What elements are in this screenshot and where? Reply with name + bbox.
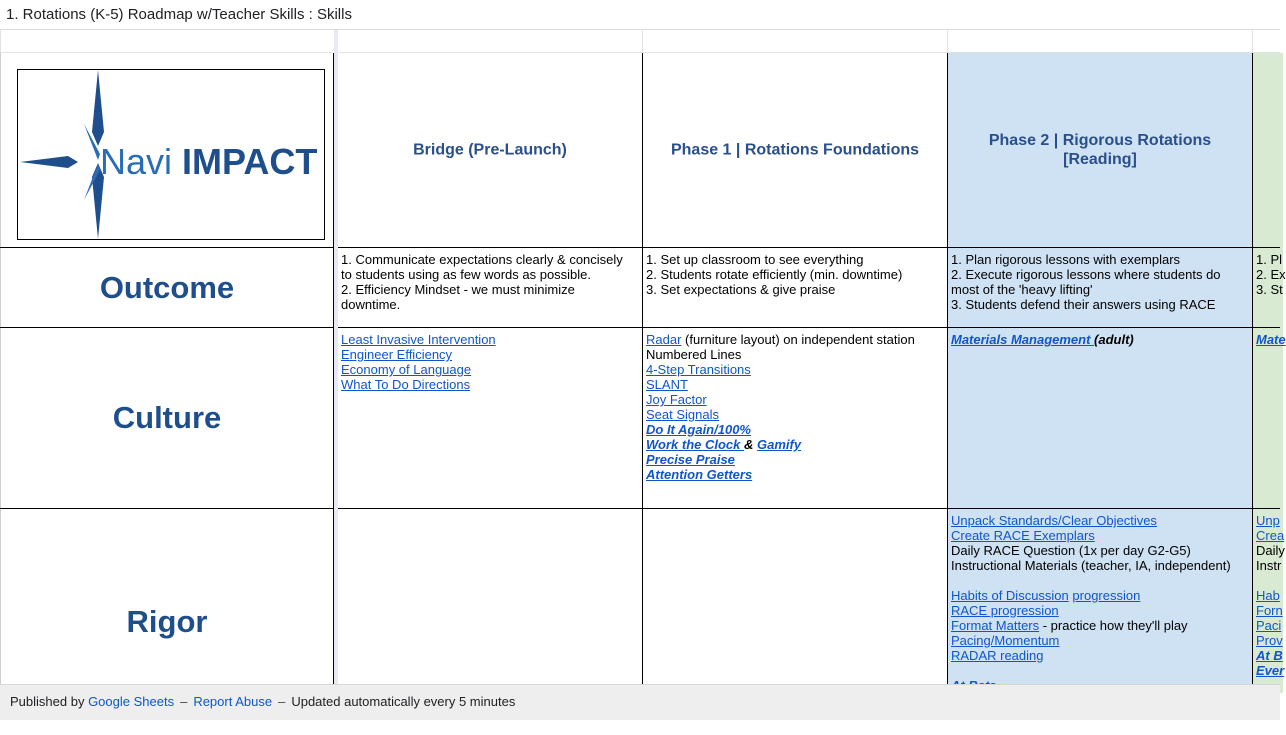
outcome-phase1: 1. Set up classroom to see everything 2. Students rotate efficiently (min. downtime) 3. Set expectations & give praise — [646, 252, 903, 297]
link-radar[interactable]: Radar — [646, 332, 682, 347]
link-engineer-efficiency[interactable]: Engineer Efficiency — [341, 347, 453, 362]
header-phase2-line2: [Reading] — [1063, 151, 1137, 168]
rigor-phase3: Unp Crea Daily Instr Hab Forn Paci Prov At B Ever — [1256, 513, 1285, 678]
link-precise-praise[interactable]: Precise Praise — [646, 452, 735, 467]
logo-word-navi: Navi — [100, 141, 173, 182]
link-seat-signals[interactable]: Seat Signals — [646, 407, 719, 422]
header-phase1: Phase 1 | Rotations Foundations — [670, 141, 920, 159]
culture-phase3 — [1253, 328, 1286, 508]
link-create-race-exemplars[interactable]: Create RACE Exemplars — [951, 528, 1095, 543]
row-label-outcome: Outcome — [99, 269, 235, 305]
culture-bridge — [338, 328, 642, 508]
link-slant[interactable]: SLANT — [646, 377, 688, 392]
header-phase2 — [948, 53, 1252, 247]
link-economy-of-language[interactable]: Economy of Language — [341, 362, 472, 377]
document-title: 1. Rotations (K-5) Roadmap w/Teacher Skills : Skills — [0, 0, 1280, 30]
logo-wordmark — [100, 142, 317, 182]
link-materials-management[interactable]: Materials Management — [951, 332, 1095, 347]
publish-footer: Published by Google Sheets – Report Abuse – Updated automatically every 5 minutes — [0, 684, 1280, 720]
outcome-phase2: 1. Plan rigorous lessons with exemplars 2. Execute rigorous lessons where students do most of the 'heavy lifting' 3. Students defend their answers using RACE — [951, 252, 1221, 312]
rigor-phase2: Unpack Standards/Clear Objectives Create RACE Exemplars Daily RACE Question (1x per day G2-G5) Instructional Materials (teacher, IA, independent) Habits of Discussion progression RACE progression Format Matters - practice how they'll play Pacing/Momentum RADAR reading — [948, 509, 1252, 684]
navi-impact-logo — [17, 69, 325, 240]
link-pacing-momentum[interactable]: Pacing/Momentum — [951, 633, 1060, 648]
outcome-phase3: 1. Pl 2. Ex 3. St — [1256, 252, 1286, 297]
google-sheets-link[interactable]: Google Sheets — [88, 694, 175, 709]
link-format-matters[interactable]: Format Matters — [951, 618, 1040, 633]
culture-phase2: Materials Management (adult) — [951, 332, 1134, 347]
link-attention-getters[interactable]: Attention Getters — [646, 467, 753, 482]
link-4-step-transitions[interactable]: 4-Step Transitions — [646, 362, 751, 377]
header-phase2-line1: Phase 2 | Rigorous Rotations — [988, 132, 1212, 149]
report-abuse-link[interactable]: Report Abuse — [193, 694, 273, 709]
link-materials-phase3[interactable]: Mate — [1256, 332, 1286, 347]
link-unpack-standards[interactable]: Unpack Standards/Clear Objectives — [951, 513, 1157, 528]
link-work-the-clock[interactable]: Work the Clock — [646, 437, 745, 452]
link-race-progression[interactable]: RACE progression — [951, 603, 1059, 618]
link-progression[interactable]: progression — [1072, 588, 1141, 603]
update-notice: Updated automatically every 5 minutes — [291, 694, 516, 709]
outcome-bridge: 1. Communicate expectations clearly & concisely to students using as few words as possible. 2. Efficiency Mindset - we must minimize downtime. — [341, 252, 623, 312]
link-joy-factor[interactable]: Joy Factor — [646, 392, 707, 407]
logo-word-impact: IMPACT — [182, 141, 318, 182]
link-what-to-do-directions[interactable]: What To Do Directions — [341, 377, 471, 392]
numbered-lines-text: Numbered Lines — [646, 347, 742, 362]
link-radar-reading[interactable]: RADAR reading — [951, 648, 1044, 663]
header-bridge: Bridge (Pre-Launch) — [413, 141, 567, 159]
row-label-rigor: Rigor — [126, 604, 208, 639]
link-habits-of-discussion[interactable]: Habits of Discussion — [951, 588, 1069, 603]
link-do-it-again[interactable]: Do It Again/100% — [646, 422, 751, 437]
spreadsheet-grid — [0, 30, 1286, 684]
culture-phase1: Radar (furniture layout) on independent station Numbered Lines 4-Step Transitions SLANT Joy Factor Seat Signals Do It Again/100% Work the Clock & Gamify Precise Praise Attention Getters — [643, 328, 947, 508]
row-label-culture: Culture — [112, 400, 222, 435]
link-gamify[interactable]: Gamify — [757, 437, 802, 452]
link-least-invasive-intervention[interactable]: Least Invasive Intervention — [341, 332, 496, 347]
